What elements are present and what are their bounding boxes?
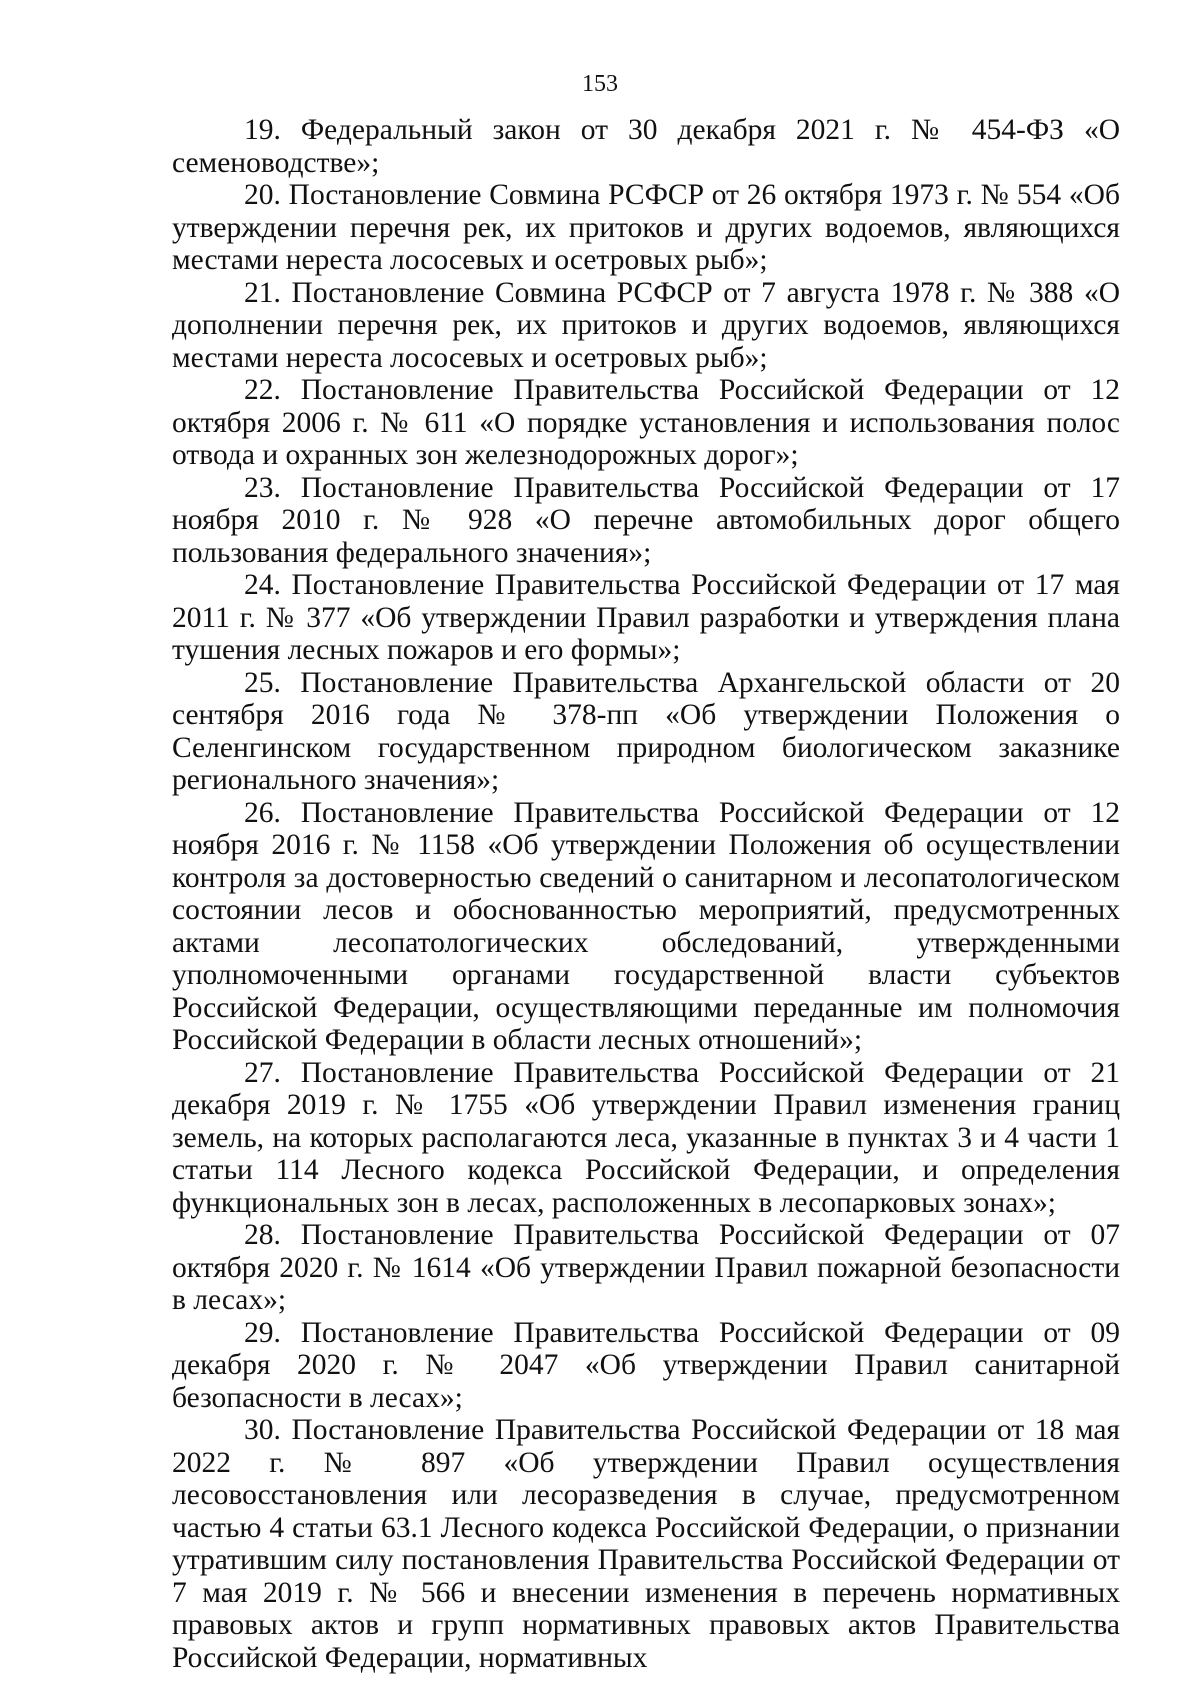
list-item: 30. Постановление Правительства Российской Федерации от 18 мая 2022 г. № 897 «Об утверждении Правил осуществления лесовосстановления или лесоразведения в случае, предусмотренном частью 4 статьи 63.1 Лесного кодекса Российской Федерации, о признании утратившим силу постановления Правительства Российской Федерации от 7 мая 2019 г. № 566 и внесении изменения в перечень нормативных правовых актов и групп нормативных правовых актов Правительства Российской Федерации, нормативных [172,1414,1120,1674]
list-item: 28. Постановление Правительства Российской Федерации от 07 октября 2020 г. № 1614 «Об утверждении Правил пожарной безопасности в лесах»; [172,1219,1120,1316]
list-item: 29. Постановление Правительства Российской Федерации от 09 декабря 2020 г. № 2047 «Об утверждении Правил санитарной безопасности в лесах»; [172,1316,1120,1414]
page-number: 153 [582,71,618,97]
list-item: 26. Постановление Правительства Российской Федерации от 12 ноября 2016 г. № 1158 «Об утверждении Положения об осуществлении контроля за достоверностью сведений о санитарном и лесопатологическом состоянии лесов и обоснованностью мероприятий, предусмотренных актами лесопатологических обследований, утвержденными уполномоченными органами государственной власти субъектов Российской Федерации, осуществляющими переданные им полномочия Российской Федерации в области лесных отношений»; [172,796,1120,1056]
list-item: 27. Постановление Правительства Российской Федерации от 21 декабря 2019 г. № 1755 «Об утверждении Правил изменения границ земель, на которых располагаются леса, указанные в пунктах 3 и 4 части 1 статьи 114 Лесного кодекса Российской Федерации, и определения функциональных зон в лесах, расположенных в лесопарковых зонах»; [172,1056,1120,1219]
list-item: 20. Постановление Совмина РСФСР от 26 октября 1973 г. № 554 «Об утверждении перечня рек, их притоков и других водоемов, являющихся местами нереста лососевых и осетровых рыб»; [172,179,1120,276]
list-item: 19. Федеральный закон от 30 декабря 2021 г. № 454-ФЗ «О семеноводстве»; [172,114,1120,179]
list-item: 21. Постановление Совмина РСФСР от 7 августа 1978 г. № 388 «О дополнении перечня рек, их притоков и других водоемов, являющихся местами нереста лососевых и осетровых рыб»; [172,276,1120,374]
list-item: 23. Постановление Правительства Российской Федерации от 17 ноября 2010 г. № 928 «О перечне автомобильных дорог общего пользования федерального значения»; [172,471,1120,569]
list-item: 24. Постановление Правительства Российской Федерации от 17 мая 2011 г. № 377 «Об утверждении Правил разработки и утверждения плана тушения лесных пожаров и его формы»; [172,569,1120,666]
list-item: 25. Постановление Правительства Архангельской области от 20 сентября 2016 года № 378-пп «Об утверждении Положения о Селенгинском государственном природном биологическом заказнике регионального значения»; [172,666,1120,796]
legal-acts-list [172,114,1120,1674]
list-item: 22. Постановление Правительства Российской Федерации от 12 октября 2006 г. № 611 «О порядке установления и использования полос отвода и охранных зон железнодорожных дорог»; [172,374,1120,471]
